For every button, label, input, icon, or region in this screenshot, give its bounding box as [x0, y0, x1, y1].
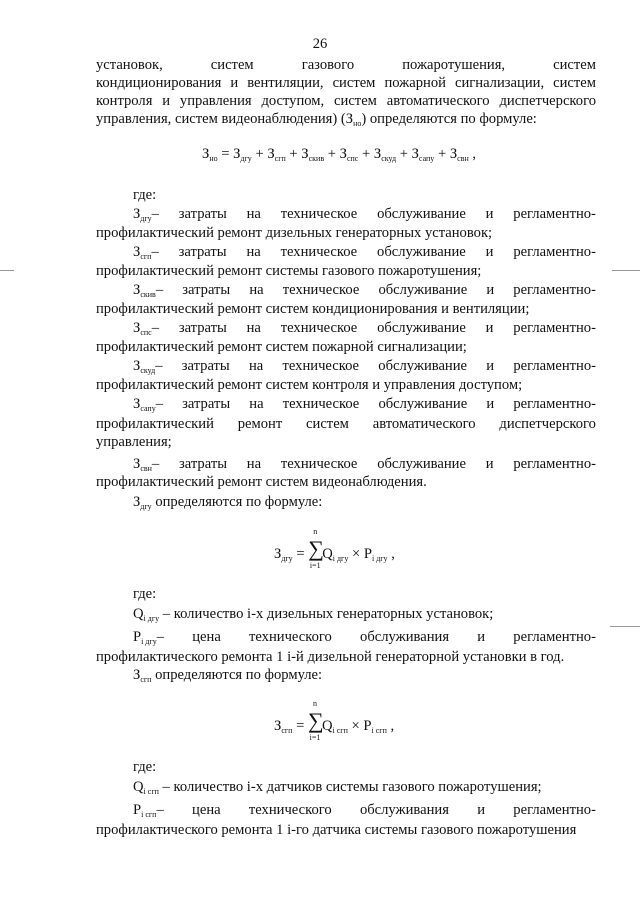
subscript: i дгу	[332, 554, 349, 563]
def-line	[133, 605, 493, 623]
word: регламентно-	[513, 396, 596, 412]
word: доступом,	[261, 93, 325, 109]
symbol: З	[133, 456, 141, 472]
word: обслуживание	[378, 358, 468, 374]
symbol: З	[133, 206, 141, 222]
word: и	[486, 358, 495, 374]
def-symbol	[133, 628, 164, 646]
word: систем	[210, 57, 254, 73]
def-line: профилактический ремонт системы газового пожаротушения;	[96, 263, 482, 279]
dash: –	[151, 206, 159, 222]
def-line: управления;	[96, 434, 172, 450]
text: ) определяются по формуле:	[361, 111, 537, 127]
word: обслуживания	[360, 629, 450, 645]
word: технического	[248, 802, 332, 818]
word: цена	[192, 629, 221, 645]
def-symbol	[133, 395, 163, 413]
operator: +	[396, 146, 412, 162]
word: и	[485, 244, 494, 260]
operator: =	[292, 718, 308, 734]
subscript: скив	[308, 154, 325, 163]
page-number: 26	[312, 36, 328, 52]
subscript: скив	[140, 290, 156, 299]
word: и	[486, 282, 495, 298]
word: затраты	[178, 244, 227, 260]
subscript: сгп	[274, 154, 286, 163]
word: управления	[179, 93, 252, 109]
text: определяются по формуле:	[151, 667, 323, 683]
word: затраты	[182, 396, 231, 412]
word: техническое	[282, 282, 360, 298]
subscript: скуд	[140, 366, 156, 375]
formula-intro	[133, 493, 322, 511]
word: на	[246, 320, 261, 336]
subscript: дгу	[140, 502, 152, 511]
word: цена	[192, 802, 221, 818]
dash: –	[156, 802, 164, 818]
word: техническое	[282, 358, 360, 374]
symbol: З	[133, 396, 141, 412]
subscript: свн	[140, 464, 152, 473]
word: на	[246, 244, 261, 260]
word: вентиляции,	[247, 75, 324, 91]
operator: +	[324, 146, 340, 162]
lower-limit: i=1	[309, 733, 321, 742]
formula-dgu	[274, 527, 395, 570]
word: техническое	[280, 206, 358, 222]
intro-line-3	[96, 92, 596, 110]
def-line	[133, 801, 596, 819]
formula-sgp	[274, 699, 395, 742]
operator: ,	[387, 546, 395, 562]
word: затраты	[181, 358, 230, 374]
sum-operator	[307, 699, 324, 742]
symbol: З	[449, 146, 458, 162]
word: регламентно-	[513, 206, 596, 222]
dash: –	[156, 629, 164, 645]
subscript: но	[353, 119, 362, 128]
dash: –	[155, 282, 164, 298]
operator: ×	[347, 718, 364, 734]
symbol: Q	[321, 718, 333, 734]
word: и	[486, 396, 495, 412]
symbol: P	[133, 629, 142, 645]
symbol: З	[133, 494, 141, 510]
word: и	[485, 320, 494, 336]
word: техническое	[280, 244, 358, 260]
text: определяются по формуле:	[151, 494, 323, 510]
dash: –	[151, 320, 159, 336]
formula-intro	[133, 666, 322, 684]
symbol: Q	[322, 546, 333, 562]
def-line	[133, 395, 596, 413]
sigma-icon: ∑	[308, 536, 324, 561]
def-symbol	[133, 801, 164, 819]
symbol: З	[274, 718, 282, 734]
word: кондиционирования	[96, 75, 222, 91]
dash: –	[151, 244, 159, 260]
symbol: З	[373, 146, 382, 162]
operator: +	[285, 146, 302, 162]
symbol: З	[233, 146, 241, 162]
word: систем	[332, 75, 376, 91]
def-line: профилактический ремонт дизельных генераторных установок;	[96, 225, 493, 241]
word: обслуживание	[377, 320, 466, 336]
def-symbol	[133, 205, 159, 223]
subscript: i сгп	[143, 787, 159, 796]
lower-limit: i=1	[309, 561, 321, 570]
upper-limit: n	[312, 699, 317, 708]
operator: ,	[468, 146, 477, 162]
subscript: спс	[346, 154, 359, 163]
intro-line-4	[96, 110, 537, 128]
word: затраты	[179, 456, 227, 472]
symbol: З	[267, 146, 275, 162]
symbol: З	[133, 320, 141, 336]
def-symbol	[133, 319, 159, 337]
subscript: свн	[457, 154, 469, 163]
subscript: i сгп	[371, 726, 387, 735]
word: на	[249, 396, 264, 412]
word: технического	[249, 629, 332, 645]
symbol: P	[133, 802, 142, 818]
def-line	[96, 415, 596, 433]
word: на	[246, 456, 262, 472]
word: и	[477, 802, 486, 818]
word: и	[477, 629, 486, 645]
subscript: спс	[140, 328, 152, 337]
word: пожарной	[384, 75, 446, 91]
word: и	[485, 456, 494, 472]
word: обслуживание	[378, 282, 468, 298]
word: систем	[553, 75, 596, 91]
dash: –	[155, 396, 163, 412]
def-line	[133, 205, 596, 223]
operator: ×	[348, 546, 364, 562]
def-line: профилактический ремонт систем контроля и управления доступом;	[96, 377, 523, 393]
symbol: З	[133, 667, 141, 683]
text: – количество i-х дизельных генераторных установок;	[159, 606, 494, 622]
word: затраты	[182, 282, 231, 298]
dash: –	[155, 358, 163, 374]
word: регламентно-	[513, 629, 596, 645]
subscript: сгп	[281, 726, 293, 735]
def-line	[133, 628, 596, 646]
word: регламентно-	[513, 358, 596, 374]
word: на	[246, 206, 261, 222]
word: на	[249, 282, 264, 298]
def-symbol	[133, 357, 163, 375]
word: газового	[301, 57, 355, 73]
intro-line-1	[96, 56, 596, 74]
word: профилактический	[96, 416, 214, 432]
operator: =	[292, 546, 309, 562]
operator: =	[217, 146, 234, 162]
word: и	[162, 93, 171, 109]
def-line	[133, 281, 596, 299]
subscript: сгп	[140, 675, 152, 684]
word: систем	[334, 93, 377, 109]
word: регламентно-	[513, 320, 596, 336]
def-line	[133, 319, 596, 337]
def-line: профилактический ремонт систем видеонаблюдения.	[96, 474, 427, 490]
def-line	[133, 455, 596, 473]
word: регламентно-	[513, 244, 596, 260]
word: ремонт	[237, 416, 283, 432]
operator: +	[358, 146, 374, 162]
subscript: сгп	[140, 252, 152, 261]
def-line: профилактический ремонт систем кондиционирования и вентиляции;	[96, 301, 530, 317]
subscript: i дгу	[141, 637, 157, 646]
sum-operator	[308, 527, 324, 570]
dash: –	[151, 456, 160, 472]
symbol: Q	[133, 606, 144, 622]
subscript: скуд	[381, 154, 397, 163]
symbol: P	[363, 718, 372, 734]
word: регламентно-	[513, 282, 596, 298]
word: и	[485, 206, 494, 222]
word: затраты	[178, 320, 227, 336]
formula-total	[202, 146, 476, 163]
subscript: i сгп	[141, 810, 157, 819]
symbol: З	[411, 146, 419, 162]
word: затраты	[178, 206, 227, 222]
symbol: P	[363, 546, 372, 562]
word: систем	[553, 57, 596, 73]
subscript: сапу	[418, 154, 435, 163]
scan-mark	[0, 270, 14, 271]
subscript: дгу	[281, 554, 293, 563]
where-label: где:	[133, 187, 157, 203]
word: техническое	[280, 320, 358, 336]
subscript: сапу	[140, 404, 156, 413]
text: управления, систем видеонаблюдения) (З	[96, 111, 354, 127]
def-symbol	[133, 243, 159, 261]
word: обслуживание	[377, 456, 466, 472]
word: техническое	[282, 396, 360, 412]
word: техническое	[280, 456, 358, 472]
subscript: i дгу	[371, 554, 388, 563]
symbol: З	[301, 146, 309, 162]
word: диспетчерского	[499, 93, 596, 109]
scan-mark	[610, 626, 640, 627]
word: систем	[306, 416, 349, 432]
def-line: профилактического ремонта 1 i-го датчика системы газового пожаротушения	[96, 822, 577, 838]
subscript: i дгу	[143, 614, 160, 623]
symbol: З	[133, 282, 141, 298]
word: пожаротушения,	[402, 57, 506, 73]
word: обслуживание	[377, 206, 466, 222]
symbol: З	[274, 546, 282, 562]
subscript: дгу	[140, 214, 152, 223]
word: обслуживания	[359, 802, 449, 818]
def-symbol	[133, 281, 163, 299]
upper-limit: n	[313, 527, 318, 536]
intro-line-2	[96, 74, 596, 92]
def-line: профилактический ремонт систем пожарной сигнализации;	[96, 339, 467, 355]
word: обслуживание	[378, 396, 468, 412]
where-label: где:	[133, 586, 157, 602]
symbol: З	[339, 146, 347, 162]
subscript: но	[209, 154, 218, 163]
scan-mark	[612, 270, 640, 271]
symbol: Q	[133, 779, 144, 795]
word: автоматического	[386, 93, 490, 109]
word: сигнализации,	[454, 75, 545, 91]
word: и	[230, 75, 239, 91]
def-line	[133, 357, 596, 375]
subscript: дгу	[240, 154, 252, 163]
word: установок,	[96, 57, 163, 73]
word: обслуживание	[377, 244, 466, 260]
word: диспетчерского	[499, 416, 596, 432]
text: – количество i-х датчиков системы газового пожаротушения;	[158, 779, 542, 795]
operator: +	[434, 146, 450, 162]
operator: +	[251, 146, 268, 162]
word: регламентно-	[513, 802, 596, 818]
operator: ,	[386, 718, 395, 734]
def-line	[133, 778, 542, 796]
subscript: i сгп	[332, 726, 348, 735]
def-line: профилактического ремонта 1 i-й дизельной генераторной установки в год.	[96, 649, 565, 665]
word: автоматического	[372, 416, 476, 432]
sigma-icon: ∑	[307, 708, 324, 733]
def-line	[133, 243, 596, 261]
def-symbol	[133, 455, 159, 473]
word: контроля	[96, 93, 153, 109]
symbol: З	[133, 244, 141, 260]
where-label: где:	[133, 759, 157, 775]
word: регламентно-	[513, 456, 596, 472]
symbol: З	[133, 358, 141, 374]
symbol: З	[202, 146, 210, 162]
word: на	[248, 358, 264, 374]
